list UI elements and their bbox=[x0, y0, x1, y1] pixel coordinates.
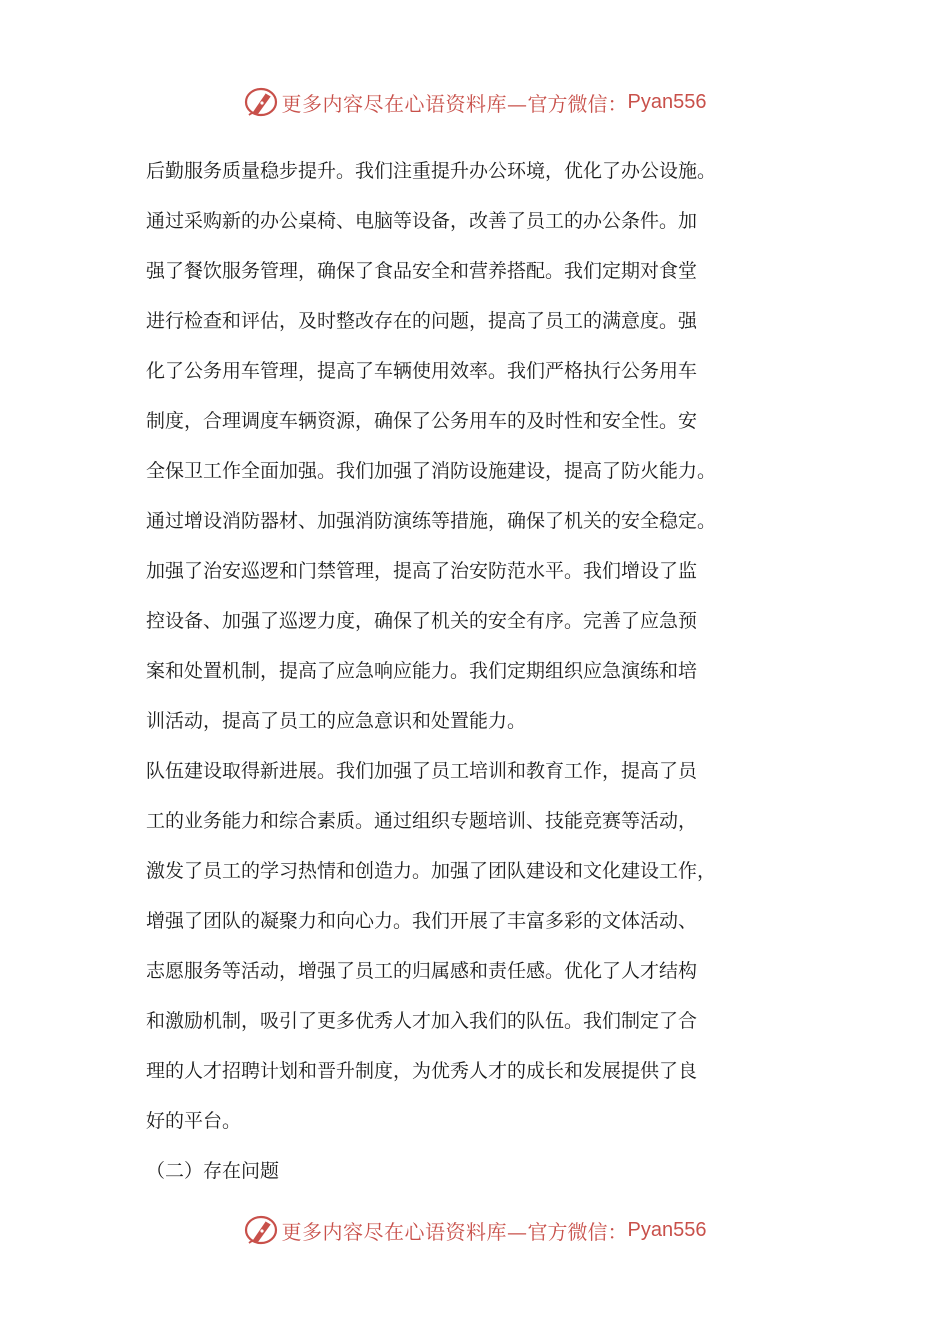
body-line: 化了公务用车管理，提高了车辆使用效率。我们严格执行公务用车 bbox=[146, 360, 698, 382]
body-line: 和激励机制，吸引了更多优秀人才加入我们的队伍。我们制定了合 bbox=[146, 1010, 698, 1032]
footer-wechat-id: Pyan556 bbox=[627, 1218, 707, 1241]
body-line: 制度，合理调度车辆资源，确保了公务用车的及时性和安全性。安 bbox=[146, 410, 698, 432]
body-line: 控设备、加强了巡逻力度，确保了机关的安全有序。完善了应急预 bbox=[146, 610, 698, 632]
body-line: 案和处置机制，提高了应急响应能力。我们定期组织应急演练和培 bbox=[146, 660, 698, 682]
body-line: 全保卫工作全面加强。我们加强了消防设施建设，提高了防火能力。 bbox=[146, 460, 717, 482]
header-banner-text: 更多内容尽在心语资料库— bbox=[281, 91, 528, 116]
footer-banner bbox=[0, 1210, 950, 1250]
body-line: 志愿服务等活动，增强了员工的归属感和责任感。优化了人才结构 bbox=[146, 960, 698, 982]
body-line: 通过采购新的办公桌椅、电脑等设备，改善了员工的办公条件。加 bbox=[146, 210, 698, 232]
body-line: 加强了治安巡逻和门禁管理，提高了治安防范水平。我们增设了监 bbox=[146, 560, 698, 582]
header-wechat-id: Pyan556 bbox=[627, 90, 707, 113]
body-line: 理的人才招聘计划和晋升制度，为优秀人才的成长和发展提供了良 bbox=[146, 1060, 698, 1082]
body-line: 好的平台。 bbox=[146, 1110, 242, 1132]
footer-wechat-label: 官方微信： bbox=[527, 1219, 628, 1244]
body-line: 通过增设消防器材、加强消防演练等措施，确保了机关的安全稳定。 bbox=[146, 510, 717, 532]
body-line: 强了餐饮服务管理，确保了食品安全和营养搭配。我们定期对食堂 bbox=[146, 260, 698, 282]
body-line: 进行检查和评估，及时整改存在的问题，提高了员工的满意度。强 bbox=[146, 310, 698, 332]
body-line: 训活动，提高了员工的应急意识和处置能力。 bbox=[146, 710, 527, 732]
pen-nib-logo-icon bbox=[244, 85, 278, 119]
body-line: 队伍建设取得新进展。我们加强了员工培训和教育工作，提高了员 bbox=[146, 760, 698, 782]
header-banner bbox=[0, 82, 950, 122]
body-line: 激发了员工的学习热情和创造力。加强了团队建设和文化建设工作， bbox=[146, 860, 717, 882]
body-line: 工的业务能力和综合素质。通过组织专题培训、技能竞赛等活动， bbox=[146, 810, 698, 832]
document-body bbox=[146, 146, 826, 1196]
section-heading: （二）存在问题 bbox=[146, 1160, 280, 1182]
pen-nib-logo-icon bbox=[244, 1213, 278, 1247]
body-line: 增强了团队的凝聚力和向心力。我们开展了丰富多彩的文体活动、 bbox=[146, 910, 698, 932]
footer-banner-text: 更多内容尽在心语资料库— bbox=[281, 1219, 528, 1244]
body-line: 后勤服务质量稳步提升。我们注重提升办公环境，优化了办公设施。 bbox=[146, 160, 717, 182]
header-wechat-label: 官方微信： bbox=[527, 91, 628, 116]
